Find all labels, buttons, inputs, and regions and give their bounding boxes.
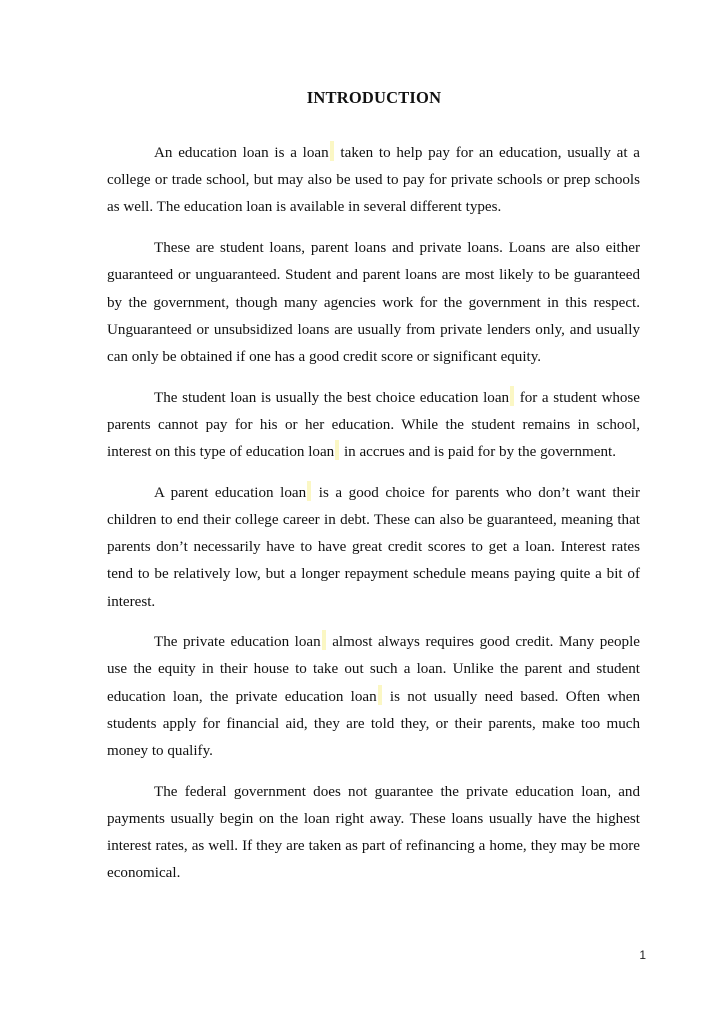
paragraph-4 [107, 480, 640, 616]
paragraph-text: The federal government does not guarantee the private education loan, and payments usually begin on the loan right away. These loans usually have the highest interest rates, as well. If they are taken as part of refinancing a home, they may be more economical. [107, 783, 640, 882]
paragraph-text: is a good choice for parents who don’t want their children to end their college career in debt. These can also be guaranteed, meaning that parents don’t necessarily have to have great credit scores to get a loan. Interest rates tend to be relatively low, but a longer repayment schedule means paying quite a bit of interest. [107, 484, 641, 610]
paragraph-1 [107, 140, 640, 222]
paragraph-3 [107, 385, 640, 467]
paragraph-text: almost always requires good credit. Many people use the equity in their house to take out such a loan. Unlike the parent and student education loan, the private education loan [107, 634, 640, 705]
paragraph-2 [107, 235, 640, 371]
paragraph-text: The private education loan [154, 634, 321, 651]
highlight-marker [307, 481, 311, 501]
page-number: 1 [639, 948, 646, 962]
paragraph-text: An education loan is a loan [154, 145, 329, 161]
highlight-marker [330, 141, 334, 161]
paragraph-6 [107, 779, 640, 888]
highlight-marker [335, 440, 339, 460]
page-title: INTRODUCTION [306, 88, 442, 107]
paragraph-text: A parent education loan [154, 484, 307, 501]
paragraph-text: in accrues and is paid for by the government. [340, 444, 616, 461]
highlight-marker [378, 685, 382, 705]
document-body [107, 140, 640, 901]
paragraph-5 [107, 629, 640, 765]
paragraph-text: is not usually need based. Often when students apply for financial aid, they are told they, or their parents, make too much money to qualify. [107, 688, 640, 760]
paragraph-text: These are student loans, parent loans and private loans. Loans are also either guaranteed or unguaranteed. Student and parent loans are most likely to be guaranteed by the government, though many agencies work for the government in this respect. Unguaranteed or unsubsidized loans are usually from private lenders only, and usually can only be obtained if one has a good credit score or significant equity. [107, 240, 640, 365]
highlight-marker [322, 630, 326, 650]
paragraph-text: for a student whose parents cannot pay for his or her education. While the student remains in school, interest on this type of education loan [107, 389, 641, 461]
paragraph-text: taken to help pay for an education, usually at a college or trade school, but may also be used to pay for private schools or prep schools as well. The education loan is available in several different types. [107, 145, 640, 216]
paragraph-text: The student loan is usually the best choice education loan [154, 389, 510, 406]
highlight-marker [510, 386, 514, 406]
